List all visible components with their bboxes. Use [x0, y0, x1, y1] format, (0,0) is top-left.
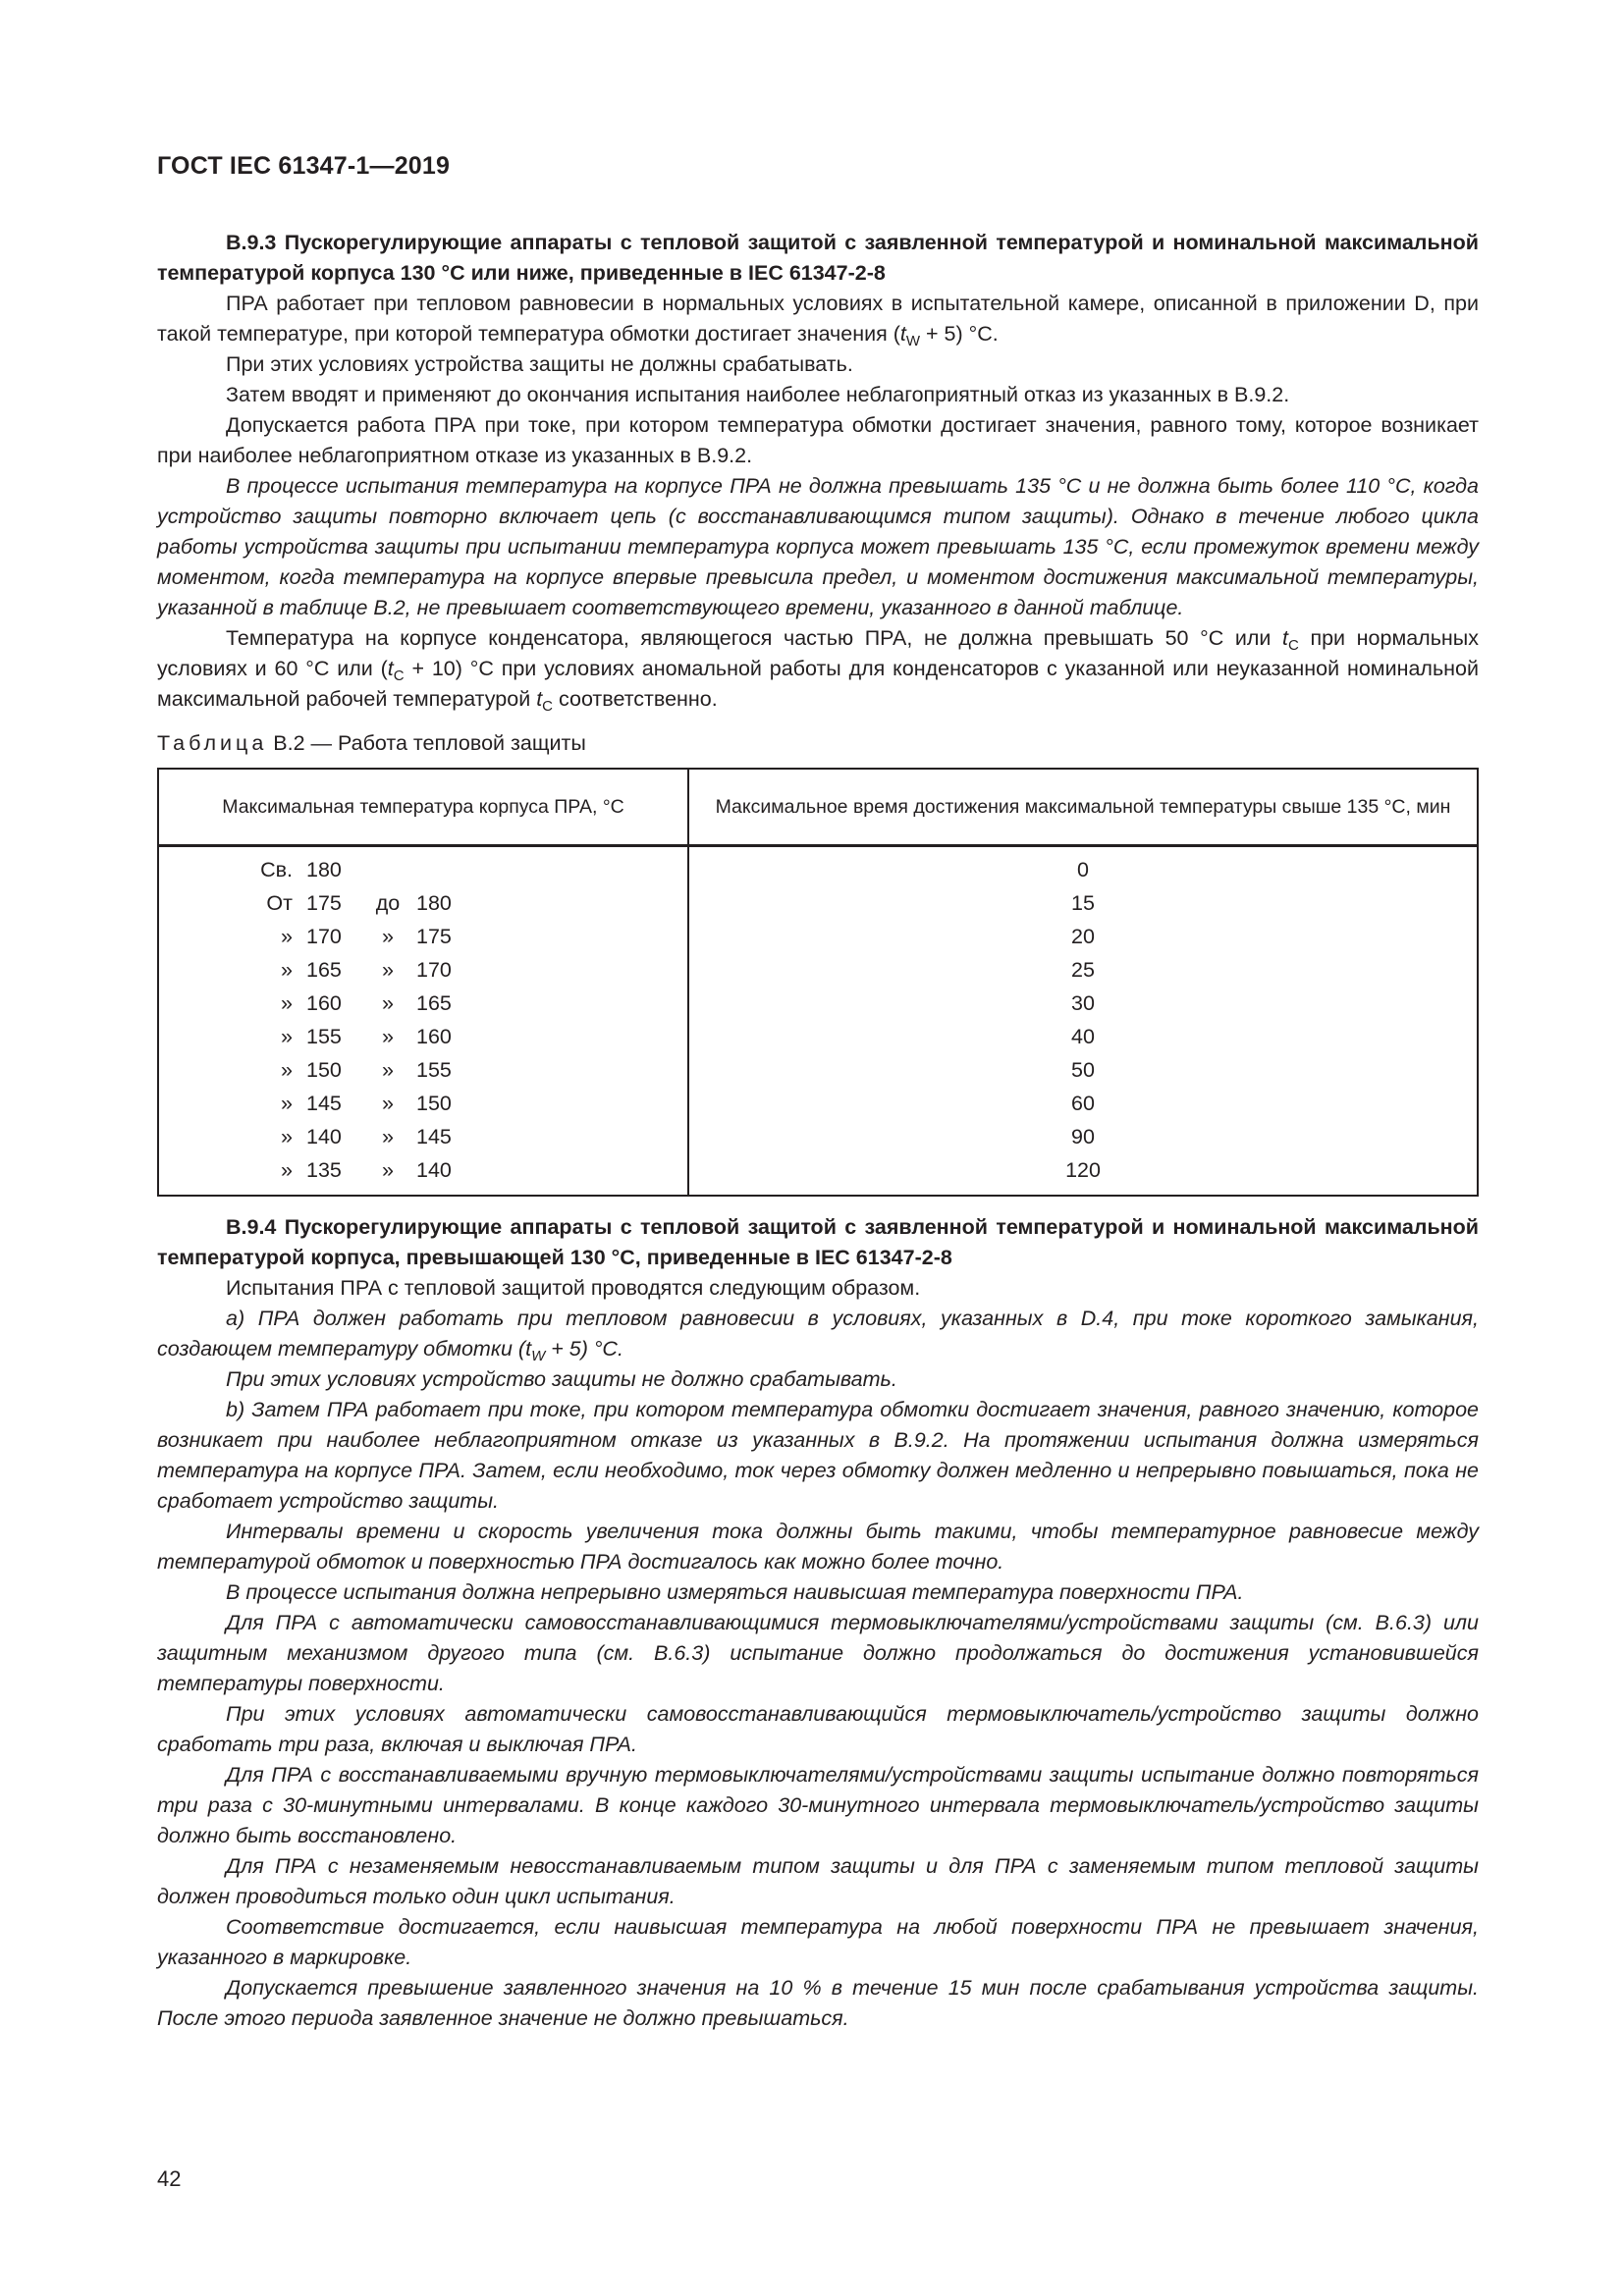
b94-paragraph-5: Интервалы времени и скорость увеличения тока должны быть такими, чтобы температурное равновесие между температурой обмоток и поверхностью ПРА достигалось как можно более точно.	[157, 1520, 1479, 1574]
max-time-cell: 15	[688, 886, 1478, 920]
b94-paragraph-7: Для ПРА с автоматически самовосстанавливающимися термовыключателями/устройствами защиты (см. В.6.3) или защитным механизмом другого типа (см. В.6.3) испытание должно продолжаться до достижения установившейся температуры поверхности.	[157, 1611, 1479, 1695]
thermal-protection-table	[157, 768, 1479, 1197]
range-prefix: »	[281, 1058, 293, 1082]
table-header-time: Максимальное время достижения максимальной температуры свыше 135 °С, мин	[688, 769, 1478, 846]
range-prefix: »	[281, 1025, 293, 1048]
page-number: 42	[157, 2166, 182, 2191]
range-prefix: Св.	[260, 858, 293, 881]
table-row	[158, 1120, 1478, 1153]
range-from: 150	[306, 1058, 342, 1082]
range-from: 135	[306, 1158, 342, 1182]
b94-paragraph-9: Для ПРА с восстанавливаемыми вручную термовыключателями/устройствами защиты испытание должно повторяться три раза с 30-минутными интервалами. В конце каждого 30-минутного интервала термовыключатель/устройство защиты должно быть восстановлено.	[157, 1763, 1479, 1847]
range-to: 160	[416, 1025, 452, 1048]
range-to: 165	[416, 991, 452, 1015]
range-to-word: »	[382, 958, 394, 982]
b94-paragraph-4: b) Затем ПРА работает при токе, при котором температура обмотки достигает значения, равного значению, которое возникает при наиболее неблагоприятном отказе из указанных в В.9.2. На протяжении испытания должна измеряться температура на корпусе ПРА. Затем, если необходимо, ток через обмотку должен медленно и непрерывно повышаться, пока не сработает устройство защиты.	[157, 1398, 1479, 1513]
max-time-cell: 60	[688, 1087, 1478, 1120]
b93-paragraph-2: При этих условиях устройства защиты не должны срабатывать.	[226, 352, 853, 376]
range-to-word: до	[375, 891, 401, 915]
max-time-cell: 120	[688, 1153, 1478, 1196]
b94-paragraph-10: Для ПРА с незаменяемым невосстанавливаемым типом защиты и для ПРА с заменяемым типом тепловой защиты должен проводиться только один цикл испытания.	[157, 1854, 1479, 1908]
table-body	[158, 846, 1478, 1197]
b94-paragraph-1: Испытания ПРА с тепловой защитой проводятся следующим образом.	[226, 1276, 921, 1300]
b93-paragraph-3: Затем вводят и применяют до окончания испытания наиболее неблагоприятный отказ из указанных в В.9.2.	[226, 383, 1290, 406]
temperature-range-cell	[158, 1020, 688, 1053]
range-to: 145	[416, 1125, 452, 1148]
max-time-cell: 0	[688, 846, 1478, 887]
range-from: 165	[306, 958, 342, 982]
temperature-range-cell	[158, 1087, 688, 1120]
temperature-range-cell	[158, 987, 688, 1020]
temperature-range-cell	[158, 953, 688, 987]
b93-paragraph-4: Допускается работа ПРА при токе, при котором температура обмотки достигает значения, равного тому, которое возникает при наиболее неблагоприятном отказе из указанных в В.9.2.	[157, 413, 1479, 467]
table-row	[158, 953, 1478, 987]
max-time-cell: 30	[688, 987, 1478, 1020]
range-to: 170	[416, 958, 452, 982]
b94-paragraph-3: При этих условиях устройство защиты не должно срабатывать.	[226, 1367, 897, 1391]
b93-paragraph-5: В процессе испытания температура на корпусе ПРА не должна превышать 135 °С и не должна быть более 110 °С, когда устройство защиты повторно включает цепь (с восстанавливающимся типом защиты). Однако в течение любого цикла работы устройства защиты при испытании температура корпуса может превышать 135 °С, если промежуток времени между моментом, когда температура на корпусе впервые превысила предел, и моментом достижения максимальной температуры, указанной в таблице В.2, не превышает соответствующего времени, указанного в данной таблице.	[157, 474, 1479, 619]
table-row	[158, 886, 1478, 920]
temperature-range-cell	[158, 920, 688, 953]
section-b94-title: B.9.4 Пускорегулирующие аппараты с тепловой защитой с заявленной температурой и номинальной максимальной температурой корпуса, превышающей 130 °С, приведенные в IEC 61347-2-8	[157, 1215, 1479, 1269]
table-row	[158, 987, 1478, 1020]
range-prefix: »	[281, 1158, 293, 1182]
temperature-range-cell	[158, 1153, 688, 1196]
temperature-range-cell	[158, 846, 688, 887]
b93-paragraph-6: Температура на корпусе конденсатора, являющегося частью ПРА, не должна превышать 50 °С или $t_C$ при нормальных условиях и 60 °С или $(t_C + 10)$ °С при условиях аномальной работы для конденсаторов с указанной или неуказанной номинальной максимальной рабочей температурой $t_C$ соответственно.	[157, 626, 1480, 715]
table-row	[158, 1087, 1478, 1120]
range-to-word: »	[382, 1025, 394, 1048]
section-b93-title: B.9.3 Пускорегулирующие аппараты с тепловой защитой с заявленной температурой и номинальной максимальной температурой корпуса 130 °С или ниже, приведенные в IEC 61347-2-8	[157, 231, 1479, 285]
range-prefix: От	[266, 891, 293, 915]
table-row	[158, 1153, 1478, 1196]
table-row	[158, 1020, 1478, 1053]
range-to-word: »	[382, 1092, 394, 1115]
range-to: 140	[416, 1158, 452, 1182]
b94-paragraph-8: При этих условиях автоматически самовосстанавливающийся термовыключатель/устройство защиты должно сработать три раза, включая и выключая ПРА.	[157, 1702, 1479, 1756]
table-row	[158, 1053, 1478, 1087]
table-header-temperature: Максимальная температура корпуса ПРА, °С	[158, 769, 688, 846]
range-from: 170	[306, 925, 342, 948]
temperature-range-cell	[158, 886, 688, 920]
range-from: 155	[306, 1025, 342, 1048]
range-to: 180	[416, 891, 452, 915]
range-from: 160	[306, 991, 342, 1015]
max-time-cell: 20	[688, 920, 1478, 953]
temperature-range-cell	[158, 1053, 688, 1087]
range-from: 180	[306, 858, 342, 881]
range-from: 175	[306, 891, 342, 915]
document-header: ГОСТ IEC 61347-1—2019	[157, 152, 451, 180]
b94-paragraph-11: Соответствие достигается, если наивысшая температура на любой поверхности ПРА не превышает значения, указанного в маркировке.	[157, 1915, 1479, 1969]
range-to: 155	[416, 1058, 452, 1082]
b94-paragraph-6: В процессе испытания должна непрерывно измеряться наивысшая температура поверхности ПРА.	[226, 1580, 1244, 1604]
range-to: 175	[416, 925, 452, 948]
b94-paragraph-12: Допускается превышение заявленного значения на 10 % в течение 15 мин после срабатывания устройства защиты. После этого периода заявленное значение не должно превышаться.	[157, 1976, 1479, 2030]
range-to-word: »	[382, 925, 394, 948]
max-time-cell: 40	[688, 1020, 1478, 1053]
b94-paragraph-2: а) ПРА должен работать при тепловом равновесии в условиях, указанных в D.4, при токе короткого замыкания, создающем температуру обмотки $(t_W + 5)$ °С.	[157, 1307, 1479, 1364]
range-to-word: »	[382, 1158, 394, 1182]
max-time-cell: 50	[688, 1053, 1478, 1087]
range-prefix: »	[281, 1125, 293, 1148]
range-prefix: »	[281, 991, 293, 1015]
max-time-cell: 90	[688, 1120, 1478, 1153]
range-from: 140	[306, 1125, 342, 1148]
table-caption: Таблица В.2 — Работа тепловой защиты	[157, 731, 586, 755]
range-to-word: »	[382, 1125, 394, 1148]
range-to-word: »	[382, 991, 394, 1015]
range-to-word: »	[382, 1058, 394, 1082]
range-to: 150	[416, 1092, 452, 1115]
table-row	[158, 846, 1478, 887]
page-content	[157, 228, 1479, 2034]
table-row	[158, 920, 1478, 953]
range-prefix: »	[281, 958, 293, 982]
range-prefix: »	[281, 1092, 293, 1115]
range-from: 145	[306, 1092, 342, 1115]
b93-paragraph-1: ПРА работает при тепловом равновесии в нормальных условиях в испытательной камере, описанной в приложении D, при такой температуре, при которой температура обмотки достигает значения $(t_W + 5)$ °С.	[157, 292, 1479, 349]
max-time-cell: 25	[688, 953, 1478, 987]
temperature-range-cell	[158, 1120, 688, 1153]
range-prefix: »	[281, 925, 293, 948]
